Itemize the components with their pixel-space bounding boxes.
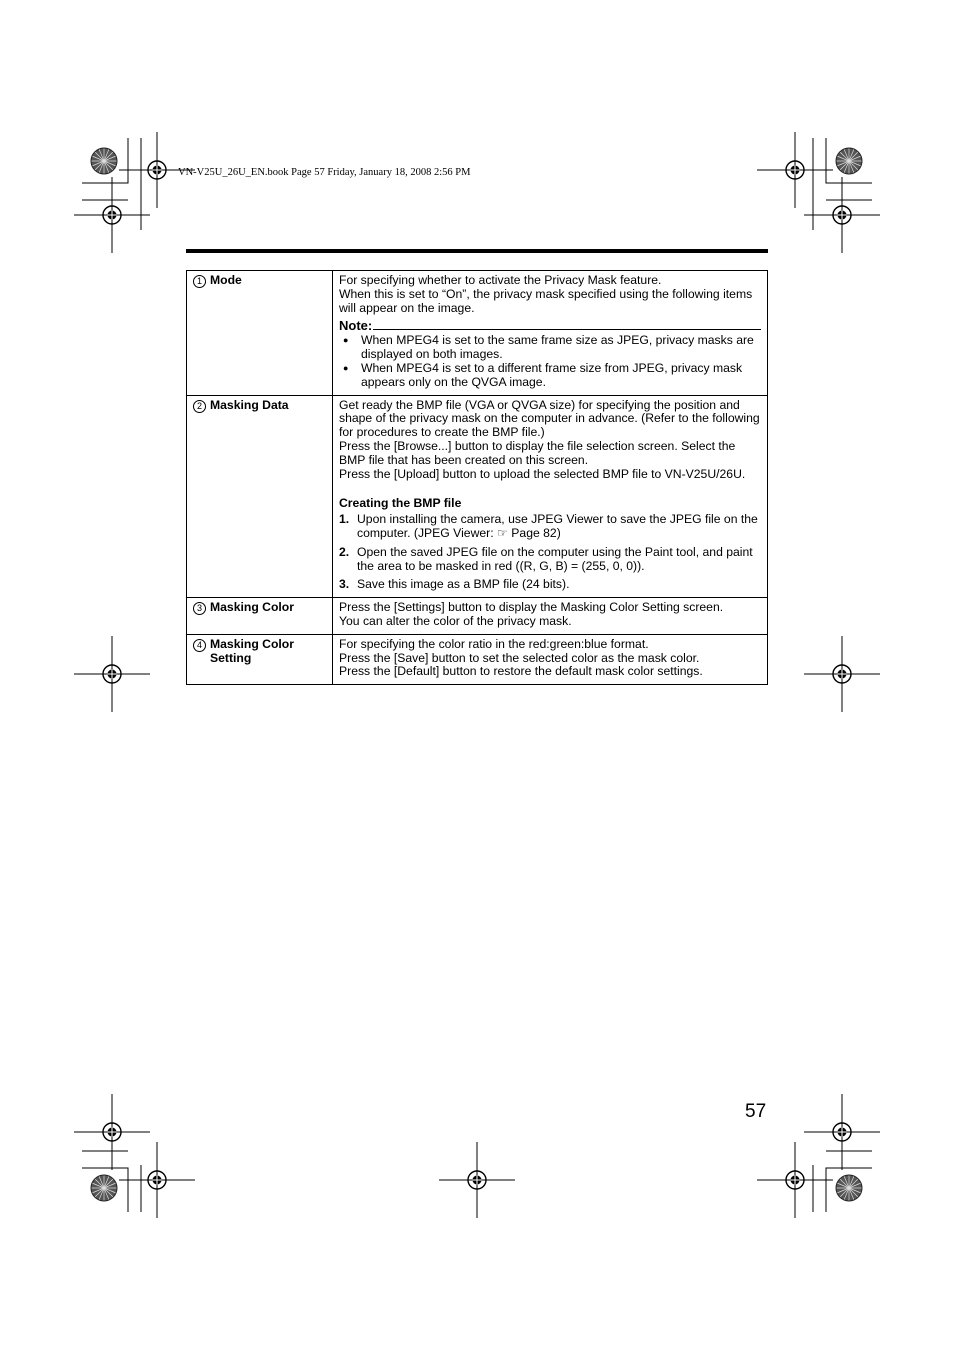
description-cell bbox=[333, 395, 768, 598]
label-cell bbox=[187, 634, 333, 684]
step-item bbox=[339, 578, 761, 592]
description-line: For specifying the color ratio in the red:green:blue format. bbox=[339, 636, 649, 651]
list-item bbox=[339, 362, 761, 390]
step-number: 2. bbox=[339, 544, 350, 559]
description-line: Press the [Save] button to set the selected color as the mask color. bbox=[339, 650, 700, 665]
item-label: Mode bbox=[210, 273, 242, 287]
step-number: 1. bbox=[339, 512, 350, 527]
description-line: Press the [Settings] button to display the Masking Color Setting screen. bbox=[339, 600, 724, 615]
note-text: When MPEG4 is set to a different frame size from JPEG, privacy mask appears only on the QVGA image. bbox=[361, 360, 743, 389]
note-heading bbox=[339, 319, 761, 333]
label-cell bbox=[187, 395, 333, 598]
item-number-badge: 3 bbox=[193, 602, 206, 615]
item-label: Masking Data bbox=[210, 397, 289, 412]
note-title: Note: bbox=[339, 318, 373, 334]
description-line: Get ready the BMP file (VGA or QVGA size) for specifying the position and shape of the privacy mask on the computer in advance. (Refer to the following for procedures to create the BMP file.) bbox=[339, 397, 760, 440]
description-line: When this is set to “On”, the privacy mask specified using the following items will appear on the image. bbox=[339, 286, 753, 315]
bullet-icon: ● bbox=[343, 362, 349, 373]
bullet-icon: ● bbox=[343, 335, 349, 346]
item-number-badge: 2 bbox=[193, 400, 206, 413]
steps-list bbox=[339, 513, 761, 592]
step-text: Save this image as a BMP file (24 bits). bbox=[357, 577, 570, 592]
note-text: When MPEG4 is set to the same frame size as JPEG, privacy masks are displayed on both images. bbox=[361, 333, 754, 362]
description-cell bbox=[333, 271, 768, 396]
table-row bbox=[187, 271, 768, 396]
description-line: You can alter the color of the privacy mask. bbox=[339, 613, 572, 628]
table-row bbox=[187, 634, 768, 684]
step-item bbox=[339, 546, 761, 574]
privacy-mask-settings-table bbox=[186, 270, 768, 685]
book-file-header: VN-V25U_26U_EN.book Page 57 Friday, January 18, 2008 2:56 PM bbox=[178, 167, 471, 178]
step-text: Open the saved JPEG file on the computer using the Paint tool, and paint the area to be masked in red ((R, G, B) = (255, 0, 0)). bbox=[357, 544, 753, 573]
table-row bbox=[187, 395, 768, 598]
step-item bbox=[339, 513, 761, 541]
page-number: 57 bbox=[745, 1101, 767, 1122]
description-cell bbox=[333, 598, 768, 635]
description-line: Press the [Browse...] button to display the file selection screen. Select the BMP file that has been created on this screen. bbox=[339, 438, 736, 467]
list-item bbox=[339, 334, 761, 362]
step-number: 3. bbox=[339, 577, 350, 592]
label-cell bbox=[187, 598, 333, 635]
table-row bbox=[187, 598, 768, 635]
top-rule bbox=[186, 249, 768, 253]
item-number-badge: 4 bbox=[193, 639, 206, 652]
description-line: Press the [Upload] button to upload the selected BMP file to VN-V25U/26U. bbox=[339, 466, 746, 481]
item-label: Masking Color bbox=[210, 600, 294, 615]
step-text: Upon installing the camera, use JPEG Viewer to save the JPEG file on the computer. (JPEG Viewer: ☞ Page 82) bbox=[357, 512, 758, 540]
item-label: Masking Color Setting bbox=[210, 636, 294, 665]
note-rule bbox=[373, 329, 761, 330]
sub-heading: Creating the BMP file bbox=[339, 496, 462, 511]
item-number-badge: 1 bbox=[193, 275, 206, 288]
description-line: For specifying whether to activate the Privacy Mask feature. bbox=[339, 273, 662, 287]
note-list bbox=[339, 334, 761, 389]
description-line: Press the [Default] button to restore the default mask color settings. bbox=[339, 664, 703, 679]
label-cell bbox=[187, 271, 333, 396]
description-cell bbox=[333, 634, 768, 684]
